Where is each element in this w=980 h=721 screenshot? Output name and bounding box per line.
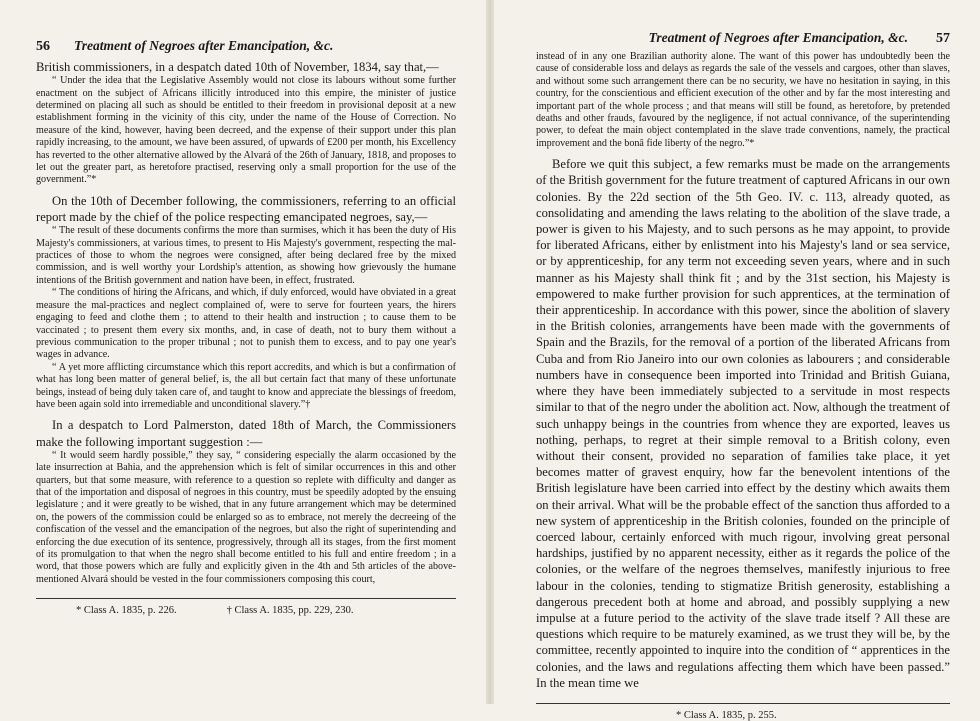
footnote: * Class A. 1835, p. 255. <box>676 709 777 721</box>
quote-afflicting-circumstance: “ A yet more afflicting circumstance which this report accredits, and which is but a confirmation of what has long been matter of general belief, is, the all but certain fact that many of these unfortunate beings, instead of being duly taken care of, and taught to know and appreciate the blessings of freedom, have been again sold into irremediable and unconditional slavery.”† <box>36 361 456 410</box>
paragraph-british-arrangements: Before we quit this subject, a few remarks must be made on the arrangements of the British government for the future treatment of captured Africans in our own colonies. By the 22d section of the 5th Geo. IV. c. 113, already quoted, as consolidating and amending the laws relating to the abolition of the slave trade, a power is given to his Majesty, and to such persons as he may appoint, to provide for liberated Africans, either by enlistment into his Majesty's land or sea service, or by apprenticeship, for any term not exceeding seven years, where and in such manner as his Majesty shall think fit ; and by the 31st section, his Majesty is empowered to make further provision for such apprentices, at the termination of their apprenticeship. In accordance with this power, since the abolition of slavery in the British colonies, arrangements have been made with the governments of Spain and the Brazils, for the removal of a portion of the liberated Africans from Cuba and from Rio Janeiro into our own colonies as labourers ; and considerable numbers have in consequence been imported into Trinidad and British Guiana, where they have been immediately subjected to a servitude in most respects similar to that of the negro under the abolition act. Now, although the treatment of such unhappy beings in the countries from whence they are exported, leaves us nothing, perhaps, to regret at their simple removal to a British colony, even without their consent, provided no separation of families take place, it yet becomes matter of gravest enquiry, how far the benevolent intentions of the British legislature have been carried into effect by the destiny which awaits them on their arrival. What will be the probable effect of the sanction thus afforded to a new system of apprenticeship in the British colonies, founded on the principle of coerced labour, certainly enforced with much rigour, involving great personal hardships, justified by no apparent necessity, either as it regards the police of the colonies, or the welfare of the negroes themselves, manifestly injurious to free labour in the colonies, tending to stigmatize British generosity, establishing a dangerous precedent both at home and abroad, and possibly supplying a new impulse at a future period to the activity of the slave trade itself ? All these are questions which require to be maturely examined, as we trust they will be, by the committee, recently appointed to inquire into the condition of “ apprentices in the colonies, and the laws and regulations affecting them which have been passed.” In the mean time we <box>536 157 950 690</box>
footnote: * Class A. 1835, p. 226. <box>76 605 177 617</box>
quote-police-report: “ The result of these documents confirms the more than surmises, which it has been the duty of His Majesty's commissioners, at various times, to present to His Majesty's government, respecting the mal-practices of those to whom the negroes were consigned, after being declared free by the mixed commission, and is well worthy your Lordship's attention, as showing how grievously the humane intentions of the British government and nation have been, in effect, frustrated. <box>36 225 456 286</box>
right-running-header <box>536 30 950 47</box>
right-running-head: Treatment of Negroes after Emancipation, &c. <box>648 30 908 45</box>
quote-continuation: instead of in any one Brazilian authority alone. The want of this power has undoubtedly been the cause of considerable loss and delays as regards the sale of the vessels and cargoes, other than slaves, and without some such arrangement there can be no security, we have no hesitation in saying, in this country, for the conscientious and efficient execution of the other and by far the most interesting and important part of the whole process ; and that means will still be found, as heretofore, by pretended deaths and other frauds, favoured by the negligence, if not actual connivance, of the superintending power, to defeat the main object contemplated in the slave trade conventions, namely, the practical improvement and the bonâ fide liberty of the negro.”* <box>536 51 950 149</box>
left-page <box>0 0 490 704</box>
footnote: † Class A. 1835, pp. 229, 230. <box>226 605 354 617</box>
footnote-rule <box>536 703 950 704</box>
right-page-number: 57 <box>936 31 950 46</box>
right-footnotes <box>536 710 950 721</box>
left-footnotes <box>36 605 456 616</box>
quote-nov-1834: “ Under the idea that the Legislative Assembly would not close its labours without some further enactment on the subject of Africans illicitly introduced into this empire, the minister of justice determined on placing all such as should be entitled to their freedom in provisional deposit at a new establishment forming in the vicinity of this city, under the name of the House of Correction. No measure of the kind, however, having been decreed, and the expense of their support under this plan rapidly increasing, to the amount, we have been assured, of upwards of £200 per month, his Excellency has reverted to the other alternative allowed by the Alvará of the 26th of January, 1818, and proposes to let out the greater part, as heretofore practised, reserving only a small proportion for the use of the government.”* <box>36 75 456 186</box>
quote-hiring-conditions: “ The conditions of hiring the Africans, and which, if duly enforced, would have obviated in a great measure the mal-practices and neglect complained of, were to serve for fourteen years, the hirers engaging to feed and clothe them ; to attend to their health and instruction ; to cause them to be vaccinated ; to present them every six months, and, in case of death, not to bury them without a previous communication to the proper tribunal ; not to punish them to excess, and to pay one year's wages in advance. <box>36 287 456 361</box>
footnote-rule <box>36 598 456 599</box>
right-page <box>490 0 980 721</box>
quote-commissioners-suggestion: “ It would seem hardly possible,” they say, “ considering especially the alarm occasioned by the late insurrection at Bahia, and the apprehension which is felt of similar occurrences in this and other quarters, but that some measure, with reference to a question so replete with difficulty and danger as that of the importation and disposal of negroes in this country, must be speedily adopted by the ensuing legislature ; and it were greatly to be wished, that in any future arrangement which may be determined on, the powers of the commission could be enlarged so as to embrace, not merely the decreeing of the confiscation of the vessel and the emancipation of the negroes, but also the right of superintending and enforcing the due execution of its sentence, progressively, through all its stages, from the first moment of its promulgation to that when the negro shall become entitled to his full and entire freedom ; in a word, that those powers which are fully and explicitly given in the 4th and 5th articles of the above-mentioned Alvará should be vested in the four commissioners composing this court, <box>36 449 456 585</box>
paragraph-dec-10: On the 10th of December following, the commissioners, referring to an official report made by the chief of the police respecting emancipated negroes, say,— <box>36 193 456 225</box>
left-intro: British commissioners, in a despatch dated 10th of November, 1834, say that,— <box>36 60 439 74</box>
left-running-head: Treatment of Negroes after Emancipation, &c. <box>74 38 334 53</box>
left-running-header <box>36 38 456 55</box>
left-page-number: 56 <box>36 39 50 54</box>
paragraph-palmerston: In a despatch to Lord Palmerston, dated 18th of March, the Commissioners make the following important suggestion :— <box>36 418 456 449</box>
